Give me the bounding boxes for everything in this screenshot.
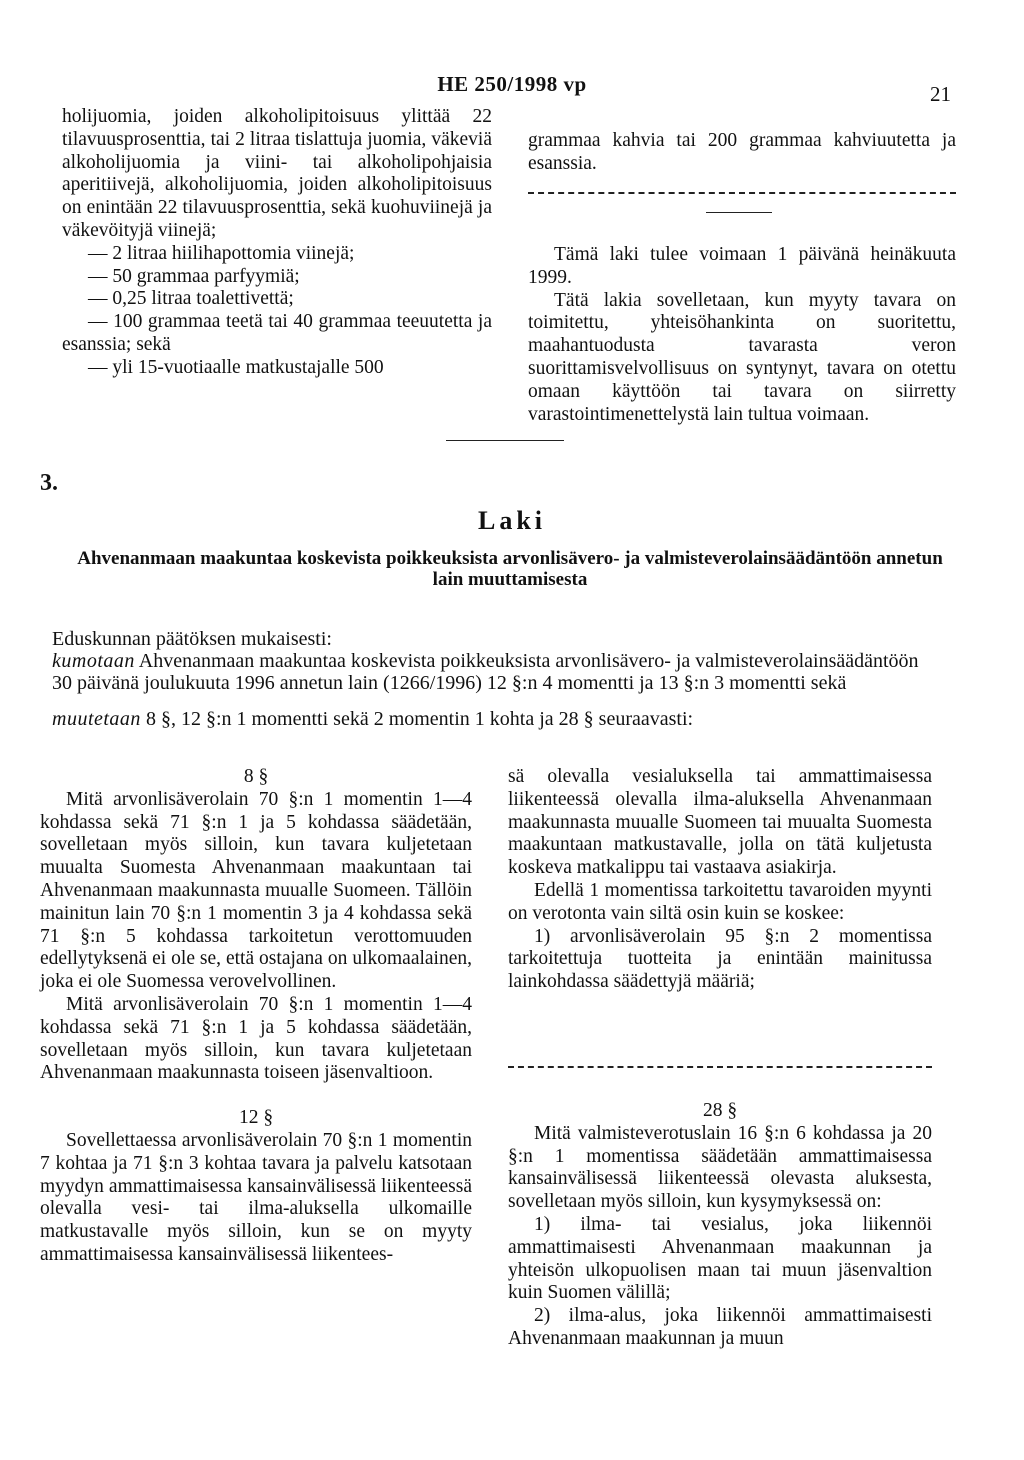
paragraph: 2) ilma-alus, joka liikennöi ammattimaisesti Ahvenanmaan maakunnan ja muun (508, 1305, 932, 1349)
list-item: — 100 grammaa teetä tai 40 grammaa teeuutetta ja esanssia; sekä (62, 311, 492, 355)
preamble-intro: Eduskunnan päätöksen mukaisesti: (52, 628, 332, 650)
paragraph: Tätä lakia sovelletaan, kun myyty tavara on toimitettu, yhteisöhankinta on suoritettu, maahantuodusta tavarasta veron suorittamisvelvollisuus on syntynyt, tavara on otettu omaan käyttöön tai tavara on siirretty varastointimenettelystä lain tultua voimaan. (528, 289, 956, 425)
paragraph: Mitä arvonlisäverolain 70 §:n 1 momentin 1—4 kohdassa sekä 71 §:n 1 ja 5 kohdassa säädetään, sovelletaan myös silloin, kun tavara kuljetetaan Ahvenanmaan maakunnasta toiseen jäsenvaltioon. (40, 993, 472, 1084)
section-divider (446, 440, 564, 441)
dashed-separator (528, 192, 956, 194)
document-header: HE 250/1998 vp (437, 72, 587, 96)
list-item: — 2 litraa hiilihapottomia viinejä; (88, 242, 355, 264)
preamble-kumotaan (52, 650, 932, 694)
preamble (52, 628, 932, 730)
paragraph: holijuomia, joiden alkoholipitoisuus ylittää 22 tilavuusprosenttia, tai 2 litraa tislattuja juomia, väkeviä alkoholijuomia ja viini- tai alkoholipohjaisia aperitiivejä, alkoholijuomia, joiden alkoholipitoisuus on enintään 22 tilavuusprosenttia, sekä kuohuviinejä ja väkevöityjä viinejä; (62, 106, 492, 241)
paragraph: sä olevalla vesialuksella tai ammattimaisessa liikenteessä olevalla ilma-aluksella Ahvenanmaan maakunnasta muualle Suomeen tai muualta Suomesta maakuntaan matkustavalle, jolla on tätä kuljetusta koskeva matkalippu tai vastaava asiakirja. (508, 766, 932, 879)
section-heading-28: 28 § (702, 1100, 738, 1121)
top-right-column (528, 130, 956, 176)
keyword-muutetaan: muutetaan (52, 708, 141, 730)
lower-right-column-cont (508, 1100, 932, 1351)
keyword-kumotaan: kumotaan (52, 650, 135, 672)
short-rule (706, 212, 772, 213)
paragraph: 1) arvonlisäverolain 95 §:n 2 momentissa tarkoitettuja tuotteita ja enintään mainitussa lainkohdassa säädettyjä määriä; (508, 925, 932, 993)
paragraph: Sovellettaessa arvonlisäverolain 70 §:n 1 momentin 7 kohtaa ja 71 §:n 3 kohtaa tavara ja palvelu katsotaan myydyn ammattimaisessa kansainvälisessä liikenteessä olevalla vesi- tai ilma-aluksella ulkomaille matkustavalle myös silloin, kun se on myyty ammattimaisessa kansainvälisessä liikentees- (40, 1129, 472, 1265)
paragraph: Tämä laki tulee voimaan 1 päivänä heinäkuuta 1999. (528, 244, 956, 288)
law-subtitle: Ahvenanmaan maakuntaa koskevista poikkeuksista arvonlisävero- ja valmisteverolainsäädäntöön annetun lain muuttamisesta (77, 548, 943, 590)
muutetaan-text: 8 §, 12 §:n 1 momentti sekä 2 momentin 1 kohta ja 28 § seuraavasti: (140, 708, 694, 730)
paragraph: Mitä valmisteverotuslain 16 §:n 6 kohdassa ja 20 §:n 1 momentissa säädetään ammattimaisessa kansainvälisessä liikenteessä olevasta aluksesta, sovelletaan myös silloin, kun kysymyksessä on: (508, 1122, 932, 1213)
law-title: Laki (477, 506, 547, 535)
list-item: — 50 grammaa parfyymiä; (88, 265, 300, 287)
paragraph: Edellä 1 momentissa tarkoitettu tavaroiden myynti on verotonta vain siltä osin kuin se koskee: (508, 879, 932, 924)
list-item: — 0,25 litraa toalettivettä; (88, 288, 294, 310)
section-heading-8: 8 § (243, 766, 269, 787)
lower-left-column (40, 766, 472, 1267)
kumotaan-text: Ahvenanmaan maakuntaa koskevista poikkeuksista arvonlisävero- ja valmisteverolainsäädäntöön 30 päivänä joulukuuta 1996 annetun lain (1266/1996) 12 §:n 4 momentti ja 13 §:n 3 momentti sekä (52, 650, 919, 694)
dashed-separator (508, 1066, 932, 1068)
top-right-column-cont (528, 244, 956, 426)
preamble-muutetaan (52, 708, 932, 730)
top-left-column (62, 106, 492, 380)
page-number: 21 (930, 82, 951, 106)
section-number: 3. (40, 470, 58, 496)
paragraph: 1) ilma- tai vesialus, joka liikennöi ammattimaisesti Ahvenanmaan maakunnan ja yhteisön ulkopuolisen maan tai muun jäsenvaltion kuin Suomen välillä; (508, 1213, 932, 1304)
paragraph: Mitä arvonlisäverolain 70 §:n 1 momentin 1—4 kohdassa sekä 71 §:n 1 ja 5 kohdassa säädetään, sovelletaan myös silloin, kun tavara kuljetetaan muualta Suomesta Ahvenanmaan maakuntaan tai Ahvenanmaan maakunnasta muualle Suomeen. Tällöin mainitun lain 70 §:n 1 momentin 3 ja 4 kohdassa sekä 71 §:n 5 kohdassa tarkoitetun verottomuuden edellytyksenä ei ole se, että ostajana on ulkomaalainen, joka ei ole Suomessa verovelvollinen. (40, 788, 472, 993)
list-item: — yli 15-vuotiaalle matkustajalle 500 (88, 356, 384, 378)
section-heading-12: 12 § (238, 1107, 274, 1129)
lower-right-column (508, 766, 932, 994)
paragraph: grammaa kahvia tai 200 grammaa kahviuutetta ja esanssia. (528, 130, 956, 174)
